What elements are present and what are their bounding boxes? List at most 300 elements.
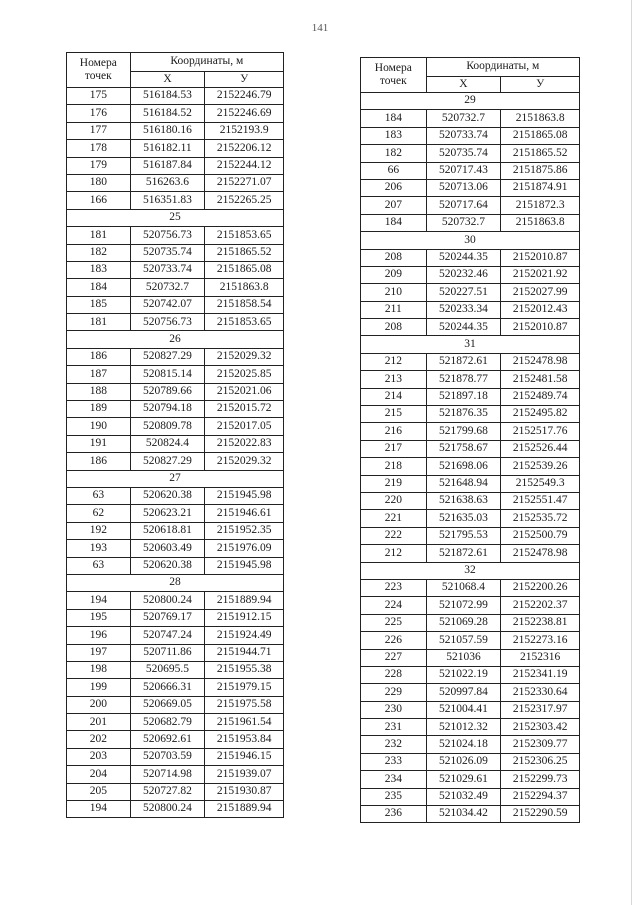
table-row [67,366,284,383]
y-coordinate-cell: 2152526.44 [501,440,580,457]
section-header-row [67,209,284,226]
table-row [361,162,580,179]
table-row [67,609,284,626]
y-coordinate-cell: 2152244.12 [205,157,284,174]
y-coordinate-cell: 2152010.87 [501,249,580,266]
point-number-cell: 221 [361,510,427,527]
coordinates-table-left [66,52,284,818]
table-row [361,475,580,492]
x-coordinate-cell: 520717.64 [426,197,501,214]
x-coordinate-cell: 520732.7 [130,279,205,296]
table-row [361,301,580,318]
y-coordinate-cell: 2152010.87 [501,319,580,336]
y-coordinate-cell: 2152489.74 [501,388,580,405]
y-coordinate-cell: 2151930.87 [205,783,284,800]
table-row [361,440,580,457]
x-coordinate-cell: 520997.84 [426,684,501,701]
x-coordinate-cell: 520695.5 [130,661,205,678]
x-coordinate-cell: 516263.6 [130,174,205,191]
x-coordinate-cell: 520747.24 [130,627,205,644]
point-number-cell: 181 [67,227,131,244]
y-coordinate-cell: 2152495.82 [501,406,580,423]
point-number-cell: 234 [361,771,427,788]
x-coordinate-cell: 520732.7 [426,110,501,127]
point-number-cell: 217 [361,440,427,457]
table-row [67,592,284,609]
table-row [67,348,284,365]
x-coordinate-cell: 520742.07 [130,296,205,313]
table-row [67,261,284,278]
point-number-cell: 210 [361,284,427,301]
x-coordinate-cell: 520809.78 [130,418,205,435]
y-coordinate-cell: 2151979.15 [205,679,284,696]
y-coordinate-cell: 2152200.26 [501,579,580,596]
point-number-cell: 195 [67,609,131,626]
x-coordinate-cell: 520733.74 [130,261,205,278]
x-coordinate-cell: 520714.98 [130,766,205,783]
point-number-cell: 212 [361,545,427,562]
x-coordinate-cell: 521069.28 [426,614,501,631]
point-number-cell: 227 [361,649,427,666]
table-row [361,371,580,388]
table-row [67,314,284,331]
y-coordinate-cell: 2152206.12 [205,140,284,157]
x-coordinate-cell: 520756.73 [130,314,205,331]
point-number-cell: 225 [361,614,427,631]
table-row [361,684,580,701]
x-coordinate-cell: 521036 [426,649,501,666]
point-number-cell: 213 [361,371,427,388]
point-number-cell: 209 [361,266,427,283]
y-coordinate-cell: 2152246.79 [205,88,284,105]
point-number-cell: 203 [67,748,131,765]
point-number-cell: 204 [67,766,131,783]
table-body-left [67,88,284,818]
point-number-cell: 198 [67,661,131,678]
point-number-cell: 193 [67,540,131,557]
y-coordinate-cell: 2152193.9 [205,122,284,139]
table-row [67,748,284,765]
point-number-cell: 211 [361,301,427,318]
point-number-header [67,53,131,88]
y-coordinate-cell: 2152202.37 [501,597,580,614]
x-coordinate-cell: 520733.74 [426,127,501,144]
table-row [361,545,580,562]
y-coordinate-cell: 2152309.77 [501,736,580,753]
table-row [361,423,580,440]
table-row [361,249,580,266]
x-header: X [130,72,205,88]
y-coordinate-cell: 2151939.07 [205,766,284,783]
x-coordinate-cell: 520618.81 [130,522,205,539]
y-coordinate-cell: 2151975.58 [205,696,284,713]
y-header: У [501,77,580,93]
point-number-cell: 178 [67,140,131,157]
table-row [361,753,580,770]
y-coordinate-cell: 2152012.43 [501,301,580,318]
coordinates-table-right [360,57,580,823]
x-coordinate-cell: 520800.24 [130,801,205,818]
point-number-cell: 229 [361,684,427,701]
point-number-cell: 185 [67,296,131,313]
y-coordinate-cell: 2152238.81 [501,614,580,631]
page-number: 141 [311,22,329,34]
point-number-cell: 62 [67,505,131,522]
y-coordinate-cell: 2151889.94 [205,801,284,818]
table-row [67,783,284,800]
point-number-cell: 184 [361,110,427,127]
x-coordinate-cell: 521648.94 [426,475,501,492]
point-number-cell: 184 [361,214,427,231]
table-row [67,627,284,644]
y-coordinate-cell: 2152299.73 [501,771,580,788]
point-number-cell: 63 [67,557,131,574]
y-coordinate-cell: 2151952.35 [205,522,284,539]
point-number-cell: 202 [67,731,131,748]
x-coordinate-cell: 520789.66 [130,383,205,400]
point-number-cell: 214 [361,388,427,405]
y-coordinate-cell: 2152246.69 [205,105,284,122]
table-row [361,771,580,788]
y-coordinate-cell: 2152271.07 [205,174,284,191]
y-coordinate-cell: 2152551.47 [501,492,580,509]
x-coordinate-cell: 520727.82 [130,783,205,800]
x-coordinate-cell: 521034.42 [426,806,501,823]
x-coordinate-cell: 520620.38 [130,487,205,504]
point-number-header-line2: точек [84,70,112,82]
x-coordinate-cell: 520735.74 [426,145,501,162]
point-number-header-line2: точек [379,75,407,87]
x-coordinate-cell: 521878.77 [426,371,501,388]
y-header: У [205,72,284,88]
point-number-cell: 228 [361,666,427,683]
x-coordinate-cell: 520827.29 [130,453,205,470]
table-row [67,540,284,557]
point-number-cell: 215 [361,406,427,423]
scan-edge-line [631,0,632,905]
table-row [67,696,284,713]
table-row [67,227,284,244]
table-row [361,284,580,301]
x-coordinate-cell: 520682.79 [130,714,205,731]
x-coordinate-cell: 516180.16 [130,122,205,139]
y-coordinate-cell: 2152294.37 [501,788,580,805]
table-row [361,579,580,596]
section-number: 29 [361,93,580,110]
section-number: 32 [361,562,580,579]
x-coordinate-cell: 520666.31 [130,679,205,696]
x-coordinate-cell: 520732.7 [426,214,501,231]
table-row [67,557,284,574]
x-coordinate-cell: 521022.19 [426,666,501,683]
x-coordinate-cell: 520735.74 [130,244,205,261]
point-number-cell: 219 [361,475,427,492]
y-coordinate-cell: 2152330.64 [501,684,580,701]
y-coordinate-cell: 2152021.06 [205,383,284,400]
point-number-cell: 186 [67,453,131,470]
x-coordinate-cell: 520227.51 [426,284,501,301]
x-coordinate-cell: 516187.84 [130,157,205,174]
point-number-cell: 179 [67,157,131,174]
y-coordinate-cell: 2151924.49 [205,627,284,644]
y-coordinate-cell: 2151946.61 [205,505,284,522]
x-coordinate-cell: 520703.59 [130,748,205,765]
y-coordinate-cell: 2151944.71 [205,644,284,661]
point-number-cell: 218 [361,458,427,475]
x-coordinate-cell: 520244.35 [426,249,501,266]
y-coordinate-cell: 2151853.65 [205,314,284,331]
point-number-cell: 226 [361,632,427,649]
coordinates-header: Координаты, м [426,58,579,77]
table-row [67,401,284,418]
x-coordinate-cell: 516184.52 [130,105,205,122]
x-coordinate-cell: 521024.18 [426,736,501,753]
point-number-header [361,58,427,93]
section-number: 30 [361,232,580,249]
table-row [361,214,580,231]
point-number-cell: 187 [67,366,131,383]
point-number-cell: 223 [361,579,427,596]
y-coordinate-cell: 2151945.98 [205,487,284,504]
point-number-cell: 184 [67,279,131,296]
table-row [361,110,580,127]
table-row [67,192,284,209]
point-number-cell: 177 [67,122,131,139]
y-coordinate-cell: 2152025.85 [205,366,284,383]
y-coordinate-cell: 2152481.58 [501,371,580,388]
y-coordinate-cell: 2152549.3 [501,475,580,492]
point-number-cell: 183 [361,127,427,144]
point-number-cell: 66 [361,162,427,179]
y-coordinate-cell: 2152535.72 [501,510,580,527]
y-coordinate-cell: 2152303.42 [501,719,580,736]
x-coordinate-cell: 521635.03 [426,510,501,527]
table-row [67,279,284,296]
point-number-cell: 186 [67,348,131,365]
x-coordinate-cell: 520756.73 [130,227,205,244]
x-coordinate-cell: 521012.32 [426,719,501,736]
table-row [361,632,580,649]
table-body-right [361,93,580,823]
y-coordinate-cell: 2152027.99 [501,284,580,301]
table-row [361,666,580,683]
point-number-cell: 194 [67,592,131,609]
y-coordinate-cell: 2151946.15 [205,748,284,765]
point-number-cell: 212 [361,353,427,370]
x-coordinate-cell: 521004.41 [426,701,501,718]
y-coordinate-cell: 2151865.52 [205,244,284,261]
x-coordinate-cell: 521799.68 [426,423,501,440]
x-coordinate-cell: 521876.35 [426,406,501,423]
table-row [67,435,284,452]
y-coordinate-cell: 2152478.98 [501,545,580,562]
point-number-cell: 232 [361,736,427,753]
point-number-cell: 235 [361,788,427,805]
y-coordinate-cell: 2151853.65 [205,227,284,244]
section-number: 28 [67,574,284,591]
y-coordinate-cell: 2151858.54 [205,296,284,313]
table-row [67,122,284,139]
table-row [361,353,580,370]
x-coordinate-cell: 520827.29 [130,348,205,365]
point-number-cell: 191 [67,435,131,452]
x-header: X [426,77,501,93]
section-header-row [67,574,284,591]
table-row [67,140,284,157]
y-coordinate-cell: 2151865.08 [205,261,284,278]
table-row [67,383,284,400]
table-row [67,296,284,313]
y-coordinate-cell: 2151961.54 [205,714,284,731]
x-coordinate-cell: 521032.49 [426,788,501,805]
y-coordinate-cell: 2152290.59 [501,806,580,823]
table-row [67,505,284,522]
y-coordinate-cell: 2152478.98 [501,353,580,370]
y-coordinate-cell: 2151889.94 [205,592,284,609]
point-number-cell: 192 [67,522,131,539]
point-number-cell: 197 [67,644,131,661]
y-coordinate-cell: 2151953.84 [205,731,284,748]
x-coordinate-cell: 520233.34 [426,301,501,318]
point-number-cell: 182 [67,244,131,261]
x-coordinate-cell: 520603.49 [130,540,205,557]
x-coordinate-cell: 520711.86 [130,644,205,661]
table-row [361,736,580,753]
section-number: 27 [67,470,284,487]
table-row [361,145,580,162]
table-row [361,388,580,405]
table-row [67,766,284,783]
x-coordinate-cell: 521072.99 [426,597,501,614]
table-row [361,527,580,544]
section-number: 31 [361,336,580,353]
x-coordinate-cell: 520623.21 [130,505,205,522]
point-number-cell: 222 [361,527,427,544]
x-coordinate-cell: 521872.61 [426,545,501,562]
x-coordinate-cell: 516184.53 [130,88,205,105]
table-row [67,244,284,261]
x-coordinate-cell: 521068.4 [426,579,501,596]
y-coordinate-cell: 2152539.26 [501,458,580,475]
point-number-cell: 189 [67,401,131,418]
y-coordinate-cell: 2151874.91 [501,179,580,196]
point-number-cell: 216 [361,423,427,440]
x-coordinate-cell: 520232.46 [426,266,501,283]
x-coordinate-cell: 521029.61 [426,771,501,788]
section-header-row [361,93,580,110]
table-row [361,597,580,614]
table-row [67,157,284,174]
point-number-cell: 220 [361,492,427,509]
section-header-row [361,232,580,249]
table-row [361,614,580,631]
y-coordinate-cell: 2152029.32 [205,348,284,365]
table-row [361,806,580,823]
table-row [361,458,580,475]
point-number-header-line1: Номера [79,56,117,69]
x-coordinate-cell: 520713.06 [426,179,501,196]
y-coordinate-cell: 2151872.3 [501,197,580,214]
table-row [67,661,284,678]
section-number: 25 [67,209,284,226]
point-number-cell: 181 [67,314,131,331]
point-number-cell: 201 [67,714,131,731]
table-row [361,719,580,736]
point-number-cell: 196 [67,627,131,644]
x-coordinate-cell: 521698.06 [426,458,501,475]
section-header-row [67,470,284,487]
x-coordinate-cell: 521758.67 [426,440,501,457]
y-coordinate-cell: 2151863.8 [501,110,580,127]
y-coordinate-cell: 2152500.79 [501,527,580,544]
point-number-cell: 200 [67,696,131,713]
table-row [361,649,580,666]
table-row [67,731,284,748]
section-header-row [361,336,580,353]
y-coordinate-cell: 2151912.15 [205,609,284,626]
x-coordinate-cell: 516351.83 [130,192,205,209]
point-number-cell: 199 [67,679,131,696]
point-number-cell: 183 [67,261,131,278]
point-number-cell: 175 [67,88,131,105]
table-row [67,644,284,661]
point-number-cell: 188 [67,383,131,400]
table-row [361,510,580,527]
section-header-row [361,562,580,579]
section-number: 26 [67,331,284,348]
y-coordinate-cell: 2152017.05 [205,418,284,435]
table-row [67,105,284,122]
y-coordinate-cell: 2152022.83 [205,435,284,452]
table-row [361,179,580,196]
point-number-cell: 236 [361,806,427,823]
point-number-cell: 233 [361,753,427,770]
table-row [361,197,580,214]
x-coordinate-cell: 516182.11 [130,140,205,157]
table-row [67,418,284,435]
x-coordinate-cell: 521897.18 [426,388,501,405]
x-coordinate-cell: 520692.61 [130,731,205,748]
y-coordinate-cell: 2152273.16 [501,632,580,649]
point-number-cell: 208 [361,319,427,336]
point-number-cell: 180 [67,174,131,191]
x-coordinate-cell: 521026.09 [426,753,501,770]
table-row [67,174,284,191]
x-coordinate-cell: 520769.17 [130,609,205,626]
y-coordinate-cell: 2151863.8 [205,279,284,296]
y-coordinate-cell: 2152021.92 [501,266,580,283]
y-coordinate-cell: 2151976.09 [205,540,284,557]
y-coordinate-cell: 2151945.98 [205,557,284,574]
x-coordinate-cell: 520244.35 [426,319,501,336]
table-row [361,319,580,336]
x-coordinate-cell: 520815.14 [130,366,205,383]
table-row [361,492,580,509]
table-row [67,88,284,105]
table-row [361,266,580,283]
x-coordinate-cell: 520824.4 [130,435,205,452]
section-header-row [67,331,284,348]
y-coordinate-cell: 2151865.52 [501,145,580,162]
point-number-cell: 190 [67,418,131,435]
table-row [67,487,284,504]
y-coordinate-cell: 2151863.8 [501,214,580,231]
x-coordinate-cell: 520800.24 [130,592,205,609]
x-coordinate-cell: 521795.53 [426,527,501,544]
y-coordinate-cell: 2152316 [501,649,580,666]
table-row [67,522,284,539]
y-coordinate-cell: 2152015.72 [205,401,284,418]
